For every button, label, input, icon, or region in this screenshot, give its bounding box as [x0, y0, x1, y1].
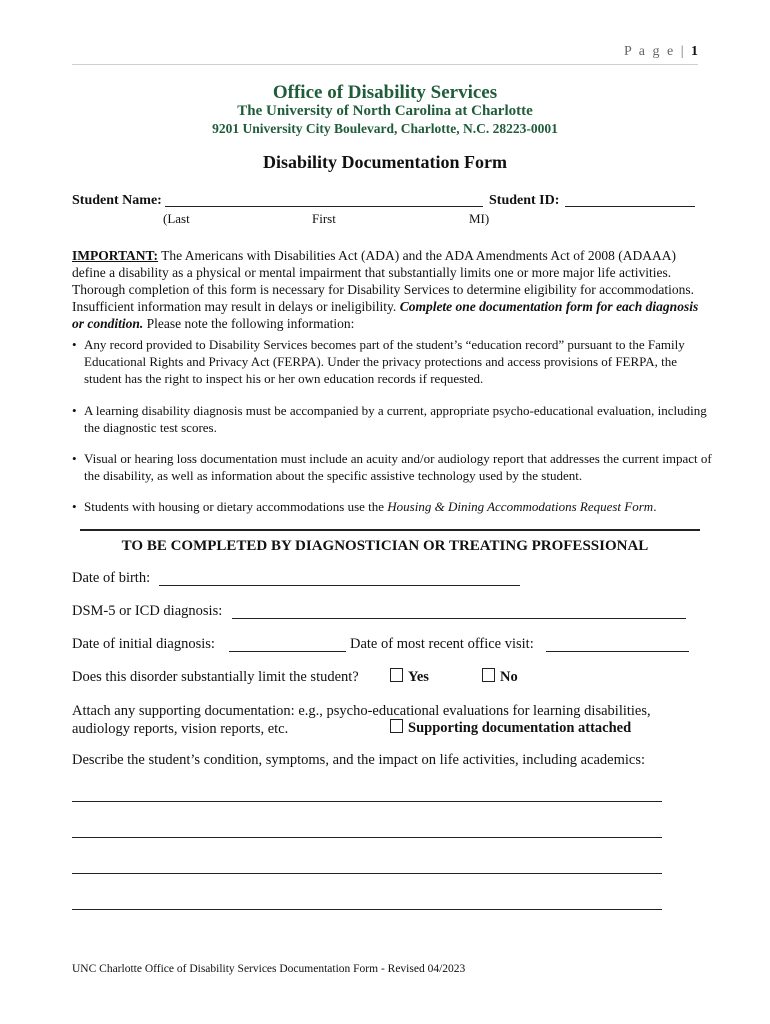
section-divider — [80, 529, 700, 531]
student-name-field[interactable] — [165, 206, 483, 207]
description-line[interactable] — [72, 801, 662, 802]
bullet-ferpa: • Any record provided to Disability Services becomes part of the student’s “education record” pursuant to the Family Educational Rights and Privacy Act (FERPA). Under the privacy protections and access provisions of FERPA, the student has the right to inspect his or her own education records if requested. — [72, 336, 714, 387]
recent-visit-field[interactable] — [546, 651, 689, 652]
important-text: The Americans with Disabilities Act (ADA) and the ADA Amendments Act of 2008 (ADAAA) define a disability as a physical or mental impairment that substantially limits one or more major life activities. Thorough completion of this form is necessary for Disability Services to determine eligibility for accommodations. Insufficient information may result in delays or ineligibility. — [72, 248, 694, 314]
description-line[interactable] — [72, 873, 662, 874]
office-name: Office of Disability Services — [272, 82, 498, 103]
section-title: TO BE COMPLETED BY DIAGNOSTICIAN OR TREATING PROFESSIONAL — [121, 538, 649, 554]
recent-visit-label: Date of most recent office visit: — [350, 636, 534, 652]
yes-checkbox[interactable] — [390, 668, 403, 682]
important-paragraph — [72, 247, 702, 332]
university-name: The University of North Carolina at Charlotte — [237, 103, 533, 119]
describe-prompt: Describe the student’s condition, symptoms, and the impact on life activities, including academics: — [72, 752, 646, 768]
initial-diagnosis-label: Date of initial diagnosis: — [72, 636, 215, 652]
student-id-label: Student ID: — [489, 193, 560, 208]
description-line[interactable] — [72, 837, 662, 838]
diagnosis-field[interactable] — [232, 618, 686, 619]
bullet-housing-dining — [72, 498, 714, 515]
no-option[interactable] — [482, 668, 518, 686]
page-number: 1 — [691, 44, 698, 59]
bullet-visual-hearing: • Visual or hearing loss documentation must include an acuity and/or audiology report that addresses the current impact of the disability, as well as information about the specific assistive technology used by the student. — [72, 450, 714, 484]
dob-label: Date of birth: — [72, 570, 151, 586]
bullet-learning-disability: • A learning disability diagnosis must be accompanied by a current, appropriate psycho-educational evaluation, including the diagnostic test scores. — [72, 402, 714, 436]
limit-question: Does this disorder substantially limit the student? — [72, 669, 359, 685]
diagnosis-label: DSM-5 or ICD diagnosis: — [72, 603, 223, 619]
header-rule — [72, 64, 698, 65]
bullet-housing-period: . — [653, 499, 657, 514]
no-label: No — [500, 669, 518, 685]
supporting-docs-option[interactable] — [390, 719, 631, 737]
page-label: P a g e | — [624, 44, 686, 59]
supporting-docs-checkbox[interactable] — [390, 719, 403, 733]
important-emphasis: Complete one documentation form for each diagnosis or condition. — [72, 299, 699, 331]
important-label: IMPORTANT: — [72, 248, 159, 263]
last-name-caption: (Last — [163, 211, 190, 226]
no-checkbox[interactable] — [482, 668, 495, 682]
student-name-label: Student Name: — [72, 193, 162, 208]
description-line[interactable] — [72, 909, 662, 910]
footer: UNC Charlotte Office of Disability Services Documentation Form - Revised 04/2023 — [72, 963, 466, 975]
middle-initial-caption: MI) — [469, 211, 490, 226]
yes-label: Yes — [408, 669, 429, 685]
initial-diagnosis-field[interactable] — [229, 651, 346, 652]
first-name-caption: First — [312, 211, 336, 226]
attach-instructions: Attach any supporting documentation: e.g., psycho-educational evaluations for learning disabilities, audiology reports, vision reports, etc. — [72, 703, 651, 737]
office-address: 9201 University City Boulevard, Charlotte, N.C. 28223-0001 — [212, 121, 558, 136]
page-number-header — [624, 44, 698, 60]
dob-field[interactable] — [159, 585, 520, 586]
important-tail: Please note the following information: — [143, 316, 355, 331]
yes-option[interactable] — [390, 668, 429, 686]
student-id-field[interactable] — [565, 206, 695, 207]
form-title: Disability Documentation Form — [263, 152, 507, 172]
bullet-housing-text: Students with housing or dietary accommodations use the — [84, 499, 388, 514]
housing-form-name: Housing & Dining Accommodations Request Form — [387, 499, 654, 514]
supporting-docs-label: Supporting documentation attached — [408, 720, 632, 736]
